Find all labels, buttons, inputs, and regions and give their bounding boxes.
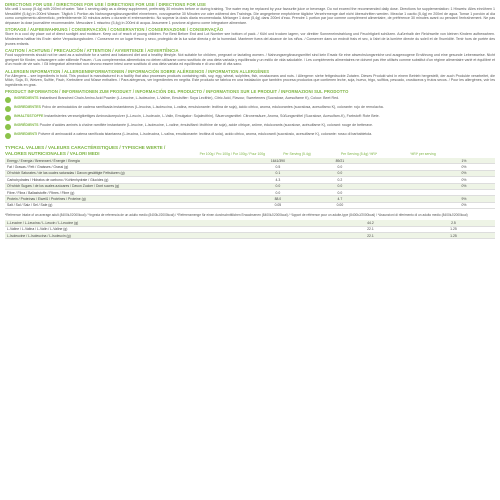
ingredients-lang-label: INGREDIENTI — [14, 132, 38, 137]
nutrient-value: 9% — [433, 196, 495, 202]
flag-icon — [5, 133, 11, 139]
amino-value: 44.2 — [329, 220, 412, 226]
nutrient-value: 0% — [433, 170, 495, 176]
nutrient-value: 0.0 — [309, 189, 371, 195]
reference-intake-footnote: *Reference Intake of an average adult (8400kJ/2000kcal) / *Ingesta de referencia de un adulto medio (8400kJ/2000kcal) / *Referenzmenge für einen durchschnittlichen Erwachsenen (8400kJ/2000kcal) / *Apport de référence pour un adulte-type (8400kJ/2000kcal) / *Assunzioni di riferimento di un adulto medio (8400kJ/2000kcal) — [5, 213, 468, 218]
nutrition-table — [5, 158, 495, 209]
ingredients-lang-label: INGRÉDIENTS — [14, 123, 39, 128]
amino-label: L-Leucine / L-Leucina / L-Leucin / L-Leucine (g) — [5, 220, 329, 226]
flag-icon — [5, 106, 11, 112]
nutrition-col-header: Per Serving (5.4g) — [283, 151, 311, 156]
nutrient-value: 0% — [433, 183, 495, 189]
nutrient-label: Protein / Proteínas / Eiweiß / Protéines / Proteine (g) — [5, 196, 247, 202]
directions-text: Mix until 1 scoop (5.4g) with 200ml of water. Take 1 serving daily as a dietary supplement, preferably 30 minutes before or during training. The water may be replaced by your favourite juice or beverage. Do not exceed the recommended daily dose. Directions for supplementation: 1 Hinweis: Alles einrühren 1 Messlöffel (5,4g) in 200ml Wasser. Täglich 1 Portion als Nahrungsergänzungsmittel einnehmen, vorzugsweise 30 Minuten vor oder während des Trainings. Die angegebene empfohlene tägliche Verzehrmenge darf nicht überschritten werden. Mezclar 1 cacito (5,4g) en 200ml de agua. Tomar 1 porción al día como complemento alimenticio, preferiblemente 30 minutos antes o durante el entrenamiento. No superar la dosis diaria recomendada. Mélanger 1 dose (5,4g) dans 200ml d'eau. Prendre 1 portion par jour comme complément alimentaire, de préférence 30 minutes avant ou pendant l'entraînement. Ne pas dépasser la dose journalière recommandée. Mescolare 1 misurino (5,4g) in 200ml di acqua. Assumere 1 porzione al giorno come integratore alimentare. — [5, 7, 495, 26]
ingredients-text: Polvere di aminoacidi a catena ramificata istantanea (L-leucina, L-isoleucina, L-valina, emulsionante: lecitina di soia), acido citrico, aroma, edulcoranti (sucralosio, acesulfame K), colorante: rosso di barbabietola. — [38, 132, 373, 137]
nutrient-value: 4.7 — [309, 196, 371, 202]
nutrient-value: 0% — [433, 177, 495, 183]
nutrient-value: 0.0 — [247, 183, 309, 189]
amino-value: 22.1 — [329, 232, 412, 238]
amino-acid-table — [5, 220, 495, 239]
nutrient-value: 0.5 — [247, 164, 309, 170]
nutrient-value: 0.0 — [309, 170, 371, 176]
nutrient-value: 0.0 — [247, 189, 309, 195]
ingredients-lang-label: INGREDIENTES — [14, 105, 41, 110]
amino-value: 22.1 — [329, 226, 412, 232]
allergen-text: For Allergens – see ingredients in bold. This product is manufactured in a facility that also processes products containing milk, soy, egg, wheat, sulphites, fish, crustaceans and nuts. / Allergene: siehe fettgedruckte Zutaten. Dieses Produkt wird in einem Betrieb hergestellt, der auch Produkte verarbeitet, die Milch, Soja, Ei, Weizen, Sulfite, Fisch, Krebstiere und Nüsse enthalten. / Para alérgenos, ver ingredientes en negrita. Este producto se fabrica en una instalación que también procesa productos que contienen leche, soja, huevo, trigo, sulfitos, pescado, crustáceos y frutos secos. / Pour les allergènes, voir les ingrédients en gras. — [5, 73, 495, 87]
product-info-section — [5, 89, 495, 139]
nutrient-label: Salt / Sal / Salz / Sel / Sale (g) — [5, 202, 247, 208]
directions-section — [5, 2, 495, 26]
nutrition-title: TYPICAL VALUES / VALEURS CARACTÉRISTIQUES / TYPISCHE WERTE / VALORES NUTRICIONALES / VALORI MEDI — [5, 145, 166, 156]
storage-text: Store in a cool dry place out of direct sunlight and moisture. Keep out of reach of young children. For Best Before End and Lot Number see bottom of pack. / Kühl und trocken lagern, vor direkter Sonneneinstrahlung und Feuchtigkeit schützen. Außerhalb der Reichweite von kleinen Kindern aufbewahren. Mindestens haltbar bis Ende: siehe Verpackungsboden. / Conservar en un lugar fresco y seco, protegido de la luz solar directa y de la humedad. Mantener fuera del alcance de los niños. / Conserver dans un endroit frais et sec, à l'abri de la lumière directe du soleil et de l'humidité. Tenir hors de portée des jeunes enfants. — [5, 32, 495, 46]
nutrient-value: 4.3 — [247, 177, 309, 183]
nutrient-value: 0% — [433, 202, 495, 208]
ingredients-row-it — [5, 132, 495, 139]
ingredients-text: Instantisiertes verzweigtkettiges Aminosäurepulver (L-Leucin, L-Isoleucin, L-Valin, Emulgator: Sojalecithin), Säuerungsmittel: Citronensäure, Aroma, Süßungsmittel (Sucralose, Acesulfam-K), Farbstoff: Rote Bete. — [44, 114, 380, 119]
nutrient-label: Fibre / Fibra / Ballaststoffe / Fibres / Fibre (g) — [5, 189, 247, 195]
product-info-title: PRODUCT INFORMATION / INFORMATIONEN ZUM PRODUKT / INFORMACIÓN DEL PRODUCTO / INFORMATIONS SUR LE PRODUIT / INFORMAZIONI SUL PRODOTTO — [5, 89, 349, 95]
nutrient-value: 0.05 — [247, 202, 309, 208]
nutrition-col-header: Per Serving (5.4g) %RI* — [340, 151, 378, 156]
table-row — [5, 202, 495, 208]
ingredients-row-fr — [5, 123, 495, 130]
amino-value: 2.5 — [412, 220, 495, 226]
allergen-section — [5, 69, 495, 88]
amino-label: L-Isoleucine / L-Isoleucina / L-Isoleucin (g) — [5, 232, 329, 238]
nutrition-col-header: Per 100g / Pro 100g / Por 100g / Pour 100g — [199, 151, 265, 156]
nutrient-value: 0.00 — [309, 202, 371, 208]
nutrient-value: 88.0 — [247, 196, 309, 202]
amino-value: 1.25 — [412, 232, 495, 238]
nutrient-value: 0.2 — [309, 177, 371, 183]
caution-section — [5, 48, 495, 67]
flag-icon — [5, 124, 11, 130]
directions-title: DIRECTIONS FOR USE / DIRECTIONS FOR USE / DIRECTIONS FOR USE / DIRECTIONS FOR USE — [5, 2, 206, 7]
nutrient-label: Carbohydrates / Hidratos de carbono / Kohlenhydrate / Glucides (g) — [5, 177, 247, 183]
storage-title: STORAGE / AUFBEWAHRUNG / CONSERVACIÓN / CONSERVATION / CONSERVAZIONE / CONSERVAÇÃO — [5, 27, 224, 33]
caution-text: Food supplements should not be used as a substitute for a varied and balanced diet and a healthy lifestyle. Not suitable for children, pregnant or lactating women. / Nahrungsergänzungsmittel sind kein Ersatz für eine abwechslungsreiche und ausgewogene Ernährung und eine gesunde Lebensweise. Nicht geeignet für Kinder, schwangere oder stillende Frauen. / Los complementos alimenticios no deben utilizarse como sustituto de una dieta variada y equilibrada y un estilo de vida saludable. / Les compléments alimentaires ne doivent pas être utilisés comme substitut d'un régime alimentaire varié et équilibré et d'un mode de vie sain. / Gli integratori alimentari non devono essere intesi come sostituto di una dieta variata ed equilibrata e di uno stile di vita sano. — [5, 52, 495, 67]
nutrient-label: Fat / Grasas / Fett / Graisses / Grassi (g) — [5, 164, 247, 170]
nutrient-value: 0.1 — [247, 170, 309, 176]
allergen-title: ALLERGEN INFORMATION / ALLERGENINFORMATIONEN / INFORMACIÓN SOBRE ALÉRGENOS / INFORMATION ALLERGÈNES — [5, 68, 270, 74]
amino-label: L-Valine / L-Valina / L-Valin / L-Valine (g) — [5, 226, 329, 232]
amino-value: 1.25 — [412, 226, 495, 232]
ingredients-row-es — [5, 105, 495, 112]
ingredients-row-en — [5, 96, 495, 103]
nutrition-header — [5, 145, 495, 156]
nutrient-value: 0.0 — [309, 183, 371, 189]
table-row — [5, 232, 495, 238]
nutrient-label: Of which Sugars / de los cuales azúcares / Davon Zucker / Dont sucres (g) — [5, 183, 247, 189]
ingredients-text: Poudre d'acides aminés à chaîne ramifiée instantanée (L-leucine, L-isoleucine, L-valine, émulsifiant: lécithine de soja), acide citrique, arôme, édulcorants (sucralose, acésulfame K), colorant: rouge de betterave. — [39, 123, 374, 128]
ingredients-lang-label: INHALTSSTOFFE — [14, 114, 44, 119]
ingredients-text: Instantised Branched Chain Amino Acid Powder (L-Leucine, L-Isoleucine, L-Valine, Emulsifier: Soya Lecithin), Citric Acid, Flavour, Sweeteners (Sucralose, Acesulfame K), Colour: Beet Red. — [39, 96, 340, 101]
nutrient-label: Of which Saturates / de las cuales saturadas / Davon gesättigte Fettsäuren (g) — [5, 170, 247, 176]
ingredients-lang-label: INGREDIENTS — [14, 96, 39, 101]
ingredients-row-de — [5, 114, 495, 121]
flag-icon — [5, 115, 11, 121]
nutrient-value: 0% — [433, 164, 495, 170]
nutrient-value: 0.0 — [309, 164, 371, 170]
caution-title: CAUTION / ACHTUNG / PRECAUCIÓN / ATTENTION / AVVERTENZE / ADVERTÊNCIA — [5, 47, 179, 53]
nutrient-value: 1641/390 — [247, 158, 309, 164]
nutrient-label: Energy / Energía / Brennwert / Énergie / Energia — [5, 158, 247, 164]
nutrition-col-header: %RI* per serving — [410, 151, 436, 156]
storage-section — [5, 27, 495, 46]
nutrient-value: 1% — [433, 158, 495, 164]
flag-icon — [5, 97, 11, 103]
nutrient-value: 89/21 — [309, 158, 371, 164]
ingredients-text: Polvo de aminoácidos de cadena ramificada instantáneos (L-leucina, L-isoleucina, L-valina, emulsionante: lecitina de soja), ácido cítrico, aroma, edulcorantes (sucralosa, acesulfamo K), colorante: rojo de remolacha. — [41, 105, 384, 110]
nutrient-value — [371, 202, 433, 208]
